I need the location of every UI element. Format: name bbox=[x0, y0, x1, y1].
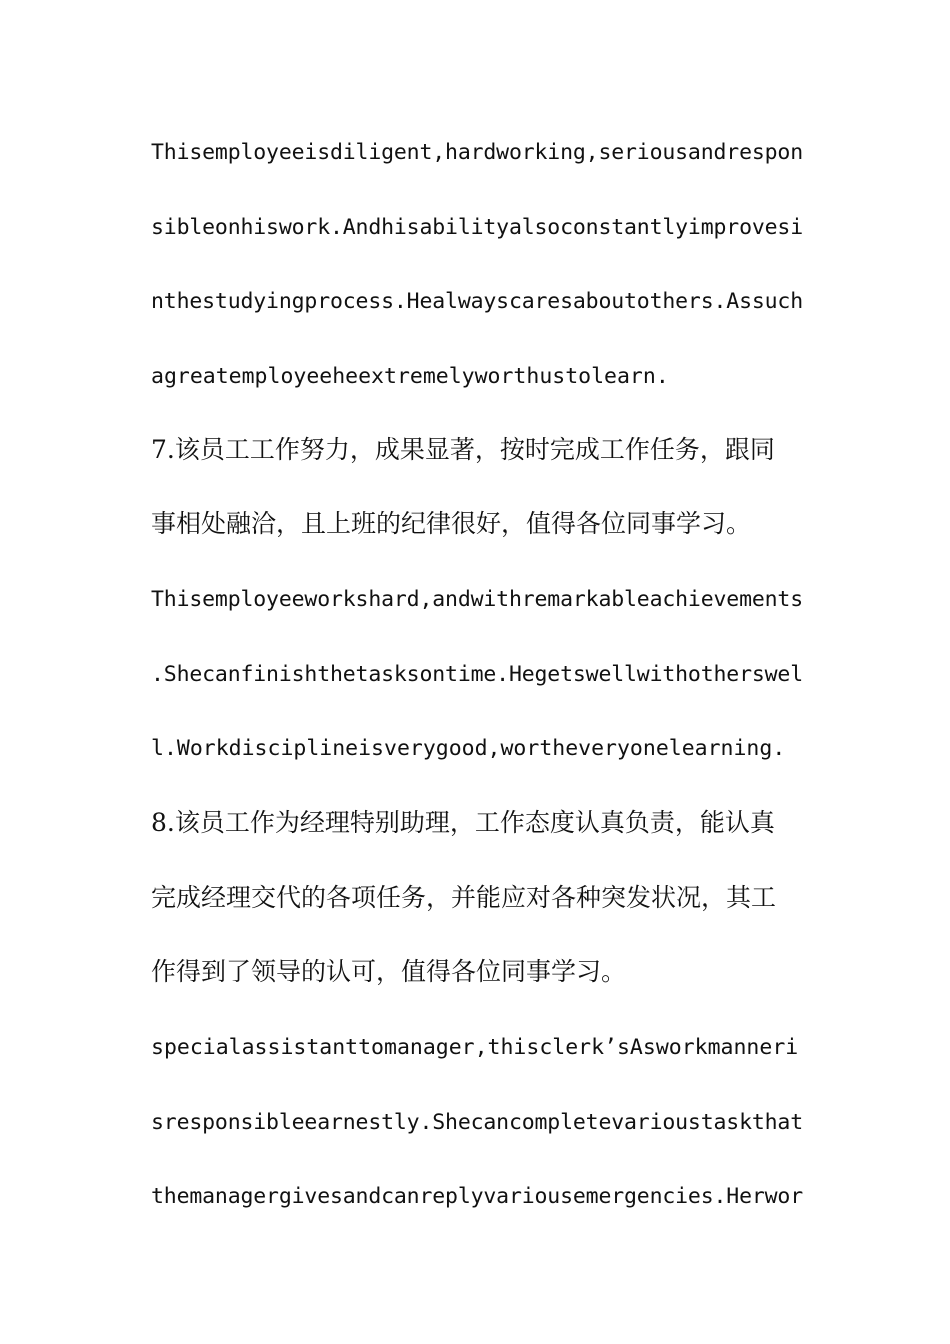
text-line-7: Thisemployeeworkshard,andwithremarkableachievements bbox=[151, 587, 803, 612]
text-line-13: specialassistanttomanager,thisclerk’sAsworkmanneri bbox=[151, 1035, 799, 1060]
text-line-3: nthestudyingprocess.Healwayscaresaboutothers.Assuch bbox=[151, 289, 803, 314]
text-line-9: l.Workdisciplineisverygood,wortheveryonelearning. bbox=[151, 736, 786, 761]
text-line-14: sresponsibleearnestly.Shecancompletevarioustaskthat bbox=[151, 1110, 803, 1135]
text-line-8: .Shecanfinishthetasksontime.Hegetswellwithotherswel bbox=[151, 662, 803, 687]
text-line-10: 8.该员工作为经理特别助理，工作态度认真负责，能认真 bbox=[151, 808, 775, 837]
text-line-1: Thisemployeeisdiligent,hardworking,seriousandrespon bbox=[151, 140, 803, 165]
text-line-5: 7.该员工工作努力，成果显著，按时完成工作任务，跟同 bbox=[151, 435, 775, 464]
text-line-12: 作得到了领导的认可，值得各位同事学习。 bbox=[151, 957, 627, 986]
text-line-2: sibleonhiswork.Andhisabilityalsoconstantlyimprovesi bbox=[151, 215, 803, 240]
text-line-4: agreatemployeeheextremelyworthustolearn. bbox=[151, 364, 669, 389]
text-line-6: 事相处融洽，且上班的纪律很好，值得各位同事学习。 bbox=[151, 509, 752, 538]
text-line-15: themanagergivesandcanreplyvariousemergencies.Herwor bbox=[151, 1184, 803, 1209]
text-line-11: 完成经理交代的各项任务，并能应对各种突发状况，其工 bbox=[151, 883, 777, 912]
